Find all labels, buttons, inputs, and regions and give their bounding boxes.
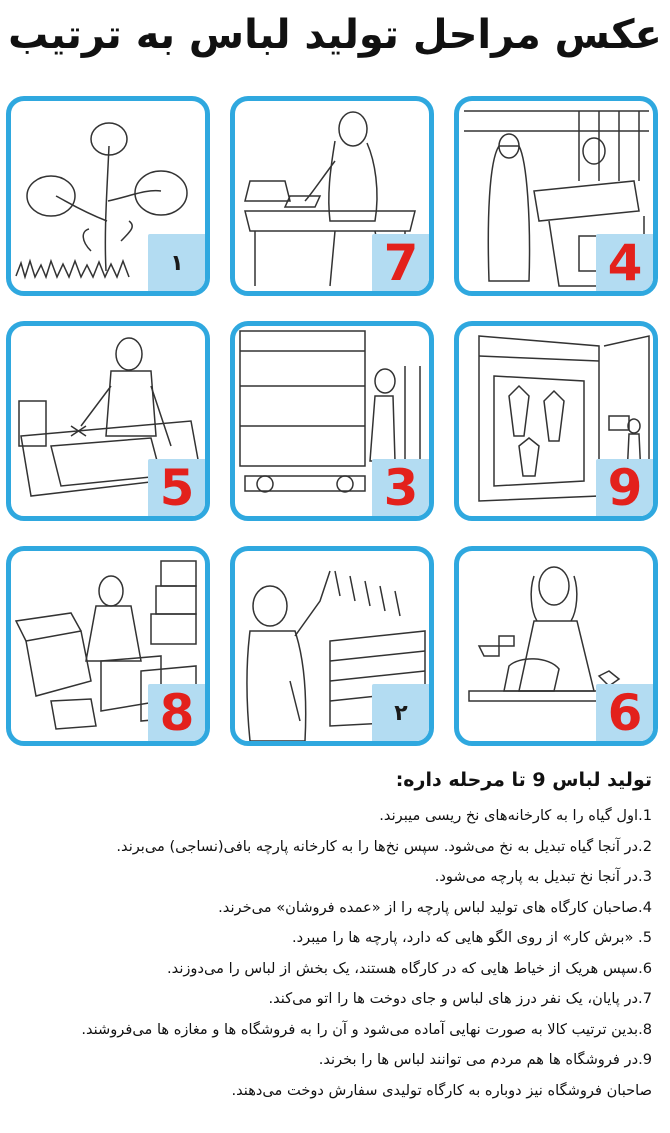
step-line: صاحبان فروشگاه نیز دوباره به کارگاه تولیدی سفارش دوخت می‌دهند.	[231, 1081, 652, 1099]
step-line: 5. «برش کار» از روی الگو هایی که دارد، پارچه ها را میبرد.	[292, 929, 652, 946]
step-line: 9.در فروشگاه ها هم مردم می توانند لباس ها را بخرند.	[318, 1051, 652, 1068]
step-line: 3.در آنجا نخ تبدیل به پارچه می‌شود.	[434, 868, 652, 885]
step-number-badge: 9	[596, 459, 654, 517]
step-number-badge: ۱	[148, 234, 206, 292]
step-line: 6.سپس هریک از خیاط هایی که در کارگاه هستند، یک بخش از لباس را می‌دوزند.	[167, 959, 652, 977]
step-number-badge: 6	[596, 684, 654, 742]
steps-section	[10, 765, 652, 1106]
panel-woman-sewing	[454, 546, 658, 746]
step-number-badge: 4	[596, 234, 654, 292]
page-title: عکس مراحل تولید لباس به ترتیب	[8, 12, 662, 58]
panel-spinning-factory	[230, 546, 434, 746]
step-line: 8.بدین ترتیب کالا به صورت نهایی آماده می‌شود و آن را به فروشگاه ها و مغازه ها می‌فروشند.	[81, 1020, 652, 1038]
step-line: 4.صاحبان کارگاه های تولید لباس پارچه را از «عمده فروشان» می‌خرند.	[218, 898, 652, 916]
steps-heading: تولید لباس 9 تا مرحله داره:	[395, 769, 652, 791]
panel-weaving-machine	[230, 321, 434, 521]
step-number-badge: 7	[372, 234, 430, 292]
step-number-badge: 5	[148, 459, 206, 517]
step-line: 7.در پایان، یک نفر درز های لباس و جای دوخت ها را اتو می‌کند.	[268, 990, 652, 1007]
panel-fabric-wholesale	[454, 96, 658, 296]
step-line: 2.در آنجا گیاه تبدیل به نخ می‌شود. سپس نخ‌ها را به کارخانه پارچه بافی(نساجی) می‌برند.	[116, 837, 652, 855]
step-number-badge: ۲	[372, 684, 430, 742]
panel-man-packing-boxes	[6, 546, 210, 746]
panel-cotton-plant	[6, 96, 210, 296]
panel-man-cutting-fabric	[6, 321, 210, 521]
panel-clothing-shop	[454, 321, 658, 521]
step-line: 1.اول گیاه را به کارخانه‌های نخ ریسی میبرند.	[379, 807, 652, 824]
panel-woman-ironing	[230, 96, 434, 296]
step-number-badge: 3	[372, 459, 430, 517]
step-number-badge: 8	[148, 684, 206, 742]
